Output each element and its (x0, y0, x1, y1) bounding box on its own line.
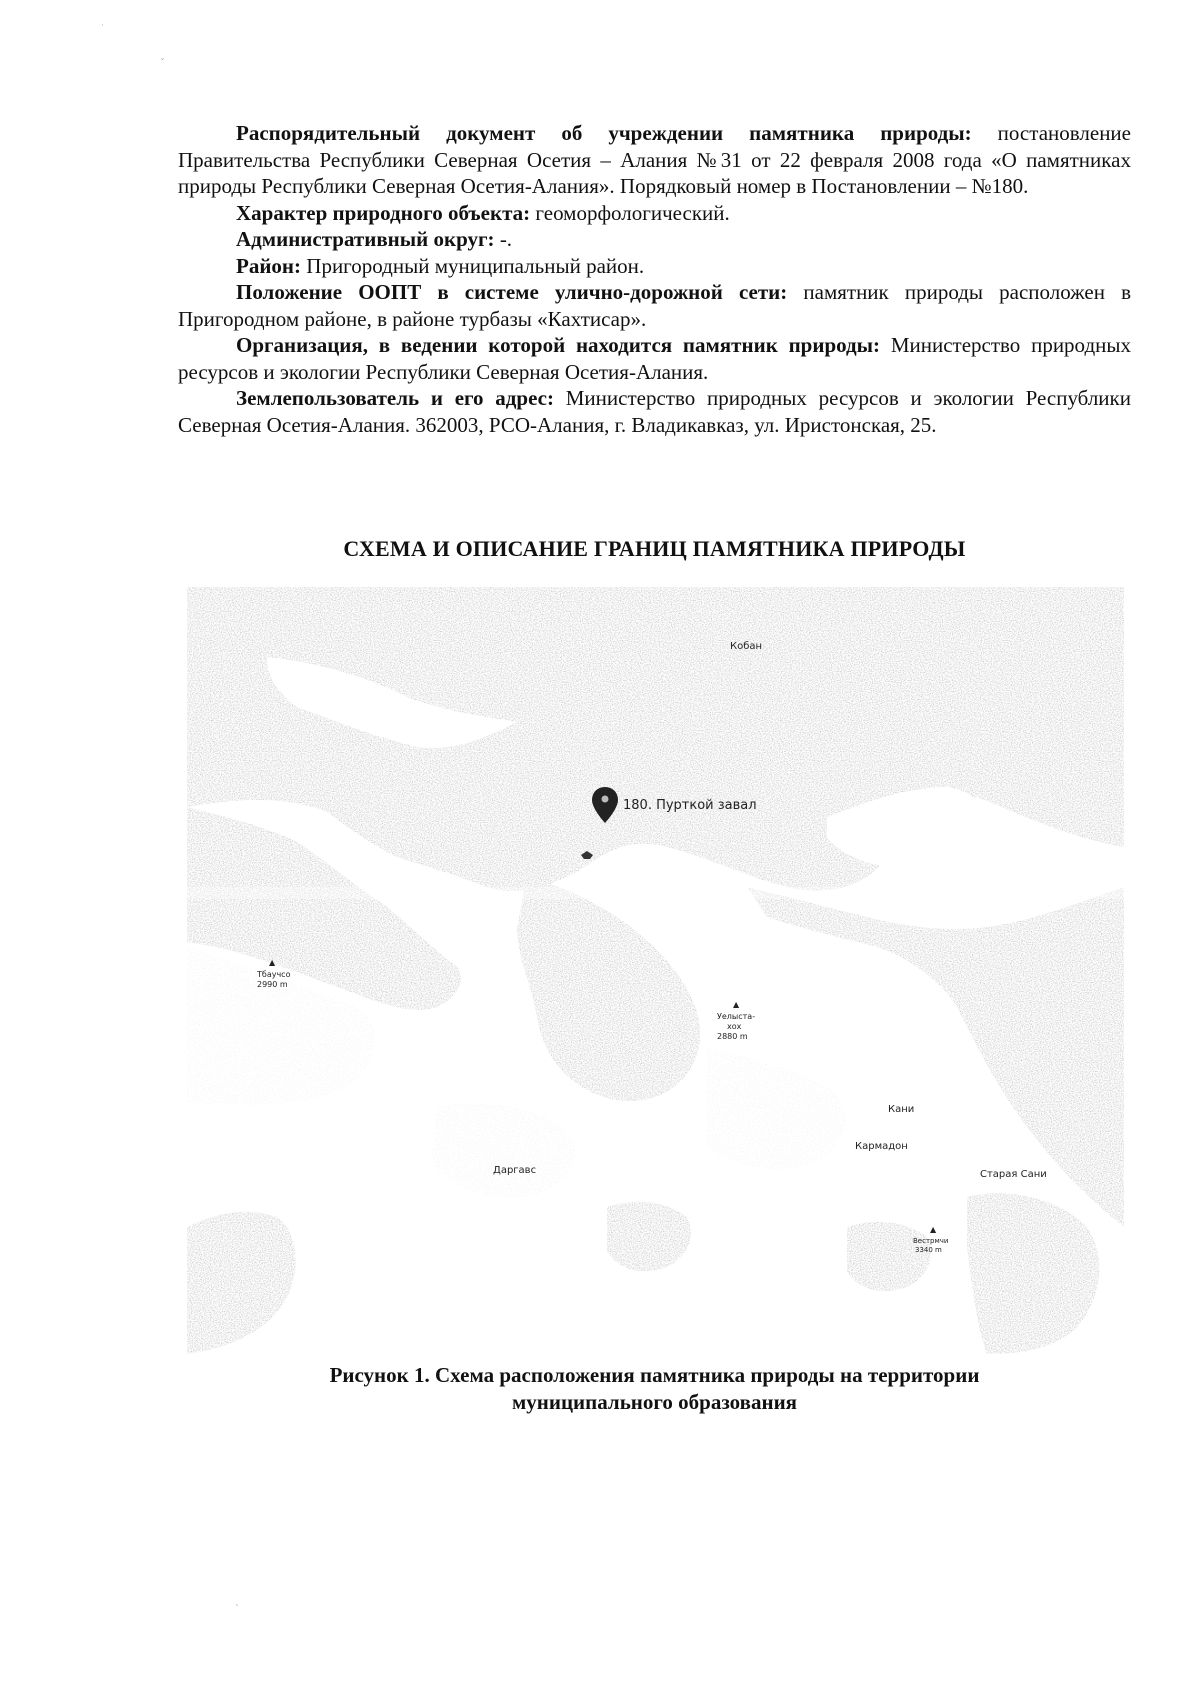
caption-line-1: Рисунок 1. Схема расположения памятника природы на территории (329, 1363, 980, 1387)
place-label-koban: Кобан (730, 641, 763, 652)
peak-triangle-icon: ▲ (930, 1225, 937, 1234)
peak-triangle-icon: ▲ (733, 1000, 740, 1009)
monument-marker-label: 180. Пурткой завал (623, 798, 757, 813)
place-label-staraya-sani: Старая Сани (980, 1169, 1047, 1180)
paragraph-location (178, 279, 1131, 332)
place-label-kani: Кани (888, 1104, 915, 1115)
peak-center-name-1: Уелыста- (717, 1012, 756, 1021)
peak-bottom-name: Вестрмчи (913, 1237, 949, 1245)
organization-label: Организация, в ведении которой находится памятник природы: (236, 333, 881, 357)
location-text: памятник природы расположен в Пригородном районе, в районе турбазы «Кахтисар». (178, 280, 1131, 331)
figure-caption (178, 1362, 1131, 1416)
paragraph-admin-okrug (178, 226, 1131, 253)
paragraph-district (178, 253, 1131, 280)
peak-bottom-elevation: 3340 m (915, 1246, 942, 1254)
character-text: геоморфологический. (530, 200, 730, 225)
scan-artifact: ˇ (160, 58, 165, 69)
scan-band (187, 887, 1124, 899)
section-title: СХЕМА И ОПИСАНИЕ ГРАНИЦ ПАМЯТНИКА ПРИРОДЫ (343, 536, 966, 561)
paragraph-organization (178, 332, 1131, 385)
map-svg (187, 587, 1124, 1354)
caption-line-2: муниципального образования (511, 1390, 798, 1414)
scan-artifact: ˋ (235, 1604, 240, 1615)
peak-center-name-2: хох (727, 1022, 742, 1031)
place-label-dargavs: Даргавс (493, 1165, 537, 1176)
landuser-label: Землепользователь и его адрес: (236, 386, 554, 410)
paragraph-decree (178, 120, 1131, 200)
paragraph-landuser (178, 385, 1131, 438)
admin-okrug-text: -. (494, 227, 513, 251)
district-text: Пригородный муниципальный район. (301, 253, 645, 278)
peak-left-name: Тбаучсо (257, 970, 291, 979)
peak-center-elevation: 2880 m (717, 1032, 748, 1041)
district-label: Район: (236, 253, 302, 278)
place-label-karmadon: Кармадон (855, 1141, 908, 1152)
document-header-block (178, 120, 1131, 438)
decree-label: Распорядительный документ об учреждении памятника природы: (236, 121, 972, 145)
peak-triangle-icon: ▲ (269, 958, 276, 967)
character-label: Характер природного объекта: (236, 200, 531, 225)
peak-left-elevation: 2990 m (257, 980, 288, 989)
location-map (187, 587, 1124, 1354)
admin-okrug-label: Административный округ: (236, 227, 495, 251)
map-pin-dot (602, 796, 609, 803)
landuser-text: Министерство природных ресурсов и экологии Республики Северная Осетия-Алания. 362003, РСО-Алания, г. Владикавказ, ул. Иристонская, 25. (178, 386, 1131, 437)
scan-artifact: ˙ (100, 24, 105, 35)
organization-text: Министерство природных ресурсов и экологии Республики Северная Осетия-Алания. (178, 333, 1131, 384)
decree-text: постановление Правительства Республики Северная Осетия – Алания №31 от 22 февраля 2008 года «О памятниках природы Республики Северная Осетия-Алания». Порядковый номер в Постановлении – №180. (178, 121, 1131, 198)
paragraph-character (178, 200, 1131, 227)
location-label: Положение ООПТ в системе улично-дорожной сети: (236, 280, 788, 304)
